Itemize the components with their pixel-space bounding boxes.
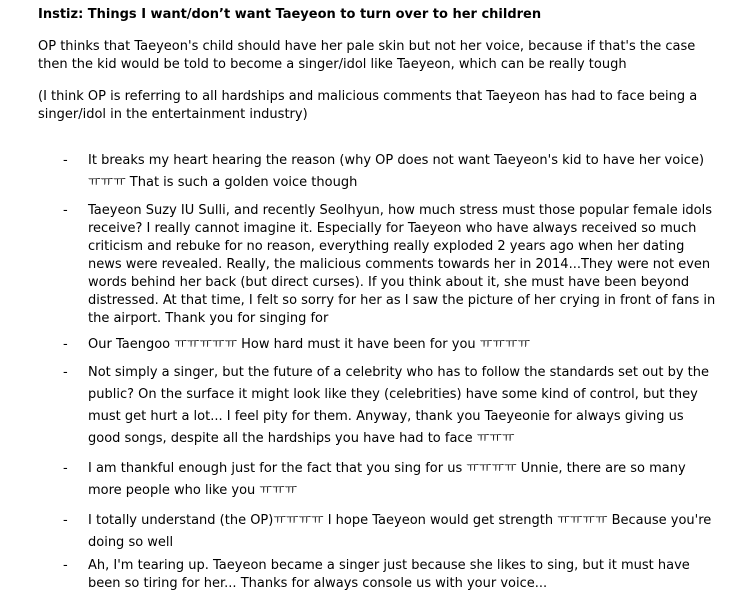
bullet-dash: - xyxy=(63,337,68,352)
bullet-dash: - xyxy=(63,203,68,218)
bullet-dash: - xyxy=(63,513,68,528)
summary-paragraph: OP thinks that Taeyeon's child should have her pale skin but not her voice, because if that's the case then the kid would be told to become a singer/idol like Taeyeon, which can be really tough xyxy=(38,39,696,72)
list-item xyxy=(38,362,718,450)
list-item xyxy=(38,150,718,194)
list-item xyxy=(38,202,718,328)
comment-text: Taeyeon Suzy IU Sulli, and recently Seolhyun, how much stress must those popular female idols receive? I really cannot imagine it. Especially for Taeyeon who have always received so much criticism and rebuke for no reason, everything really exploded 2 years ago when her dating news were revealed. Really, the malicious comments towards her in 2014...They were not even words behind her back (but direct curses). If you think about it, she must have been beyond distressed. At that time, I felt so sorry for her as I saw the picture of her crying in front of fans in the airport. Thank you for singing for xyxy=(88,203,716,326)
list-item xyxy=(38,557,718,593)
comment-text: Not simply a singer, but the future of a celebrity who has to follow the standards set out by the public? On the surface it might look like they (celebrities) have some kind of control, but they must get hurt a lot... I feel pity for them. Anyway, thank you Taeyeonie for always giving us good songs, despite all the hardships you have had to face ㅠㅠㅠ xyxy=(88,365,709,446)
list-item xyxy=(38,336,718,354)
comment-text: Our Taengoo ㅠㅠㅠㅠㅠ How hard must it have been for you ㅠㅠㅠㅠ xyxy=(88,337,531,352)
comment-list xyxy=(38,150,718,593)
list-item xyxy=(38,458,718,502)
bullet-dash: - xyxy=(63,558,68,573)
bullet-dash: - xyxy=(63,365,68,380)
list-item xyxy=(38,510,718,554)
bullet-dash: - xyxy=(63,461,68,476)
document xyxy=(38,6,718,596)
comment-text: Ah, I'm tearing up. Taeyeon became a singer just because she likes to sing, but it must have been so tiring for her... Thanks for always console us with your voice... xyxy=(88,558,690,591)
note-paragraph: (I think OP is referring to all hardships and malicious comments that Taeyeon has had to face being a singer/idol in the entertainment industry) xyxy=(38,89,698,122)
comment-text: I totally understand (the OP)ㅠㅠㅠㅠ I hope Taeyeon would get strength ㅠㅠㅠㅠ Because you're doing so well xyxy=(88,513,712,550)
document-title: Instiz: Things I want/don’t want Taeyeon to turn over to her children xyxy=(38,7,542,22)
bullet-dash: - xyxy=(63,153,68,168)
comment-text: I am thankful enough just for the fact that you sing for us ㅠㅠㅠㅠ Unnie, there are so many more people who like you ㅠㅠㅠ xyxy=(88,461,686,498)
comment-text: It breaks my heart hearing the reason (why OP does not want Taeyeon's kid to have her voice) ㅠㅠㅠ That is such a golden voice though xyxy=(88,153,705,190)
